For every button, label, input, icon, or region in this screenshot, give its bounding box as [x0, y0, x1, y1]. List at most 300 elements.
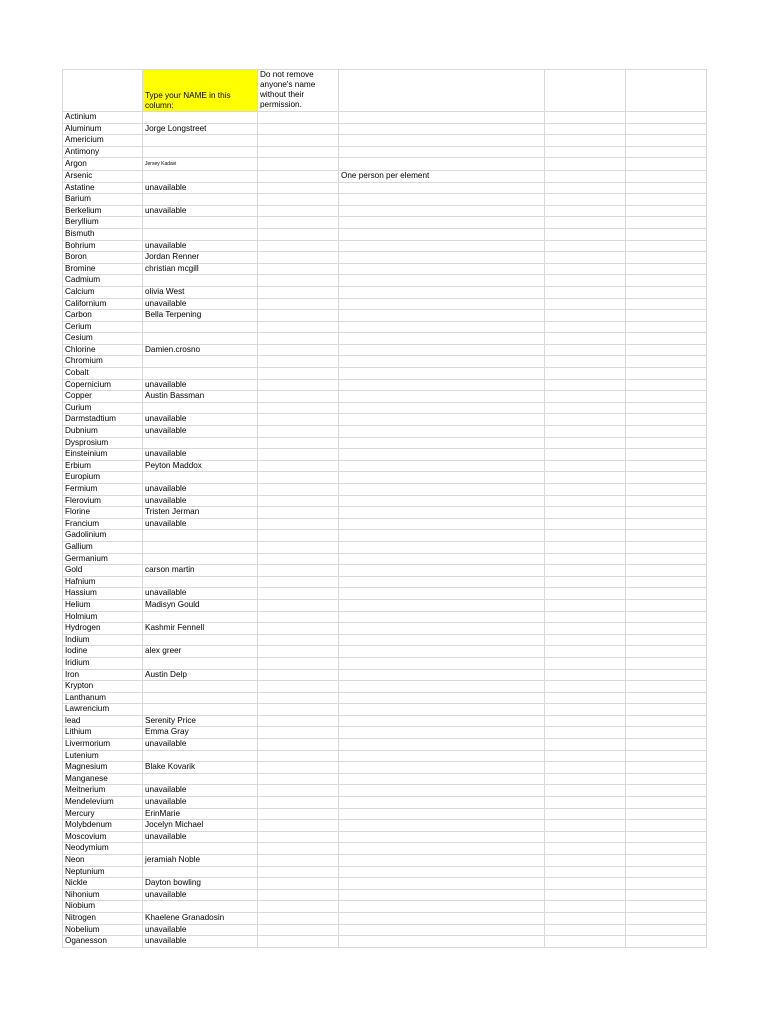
empty-cell[interactable] [258, 530, 339, 542]
empty-cell[interactable] [545, 553, 626, 565]
empty-cell[interactable] [626, 681, 707, 693]
empty-cell[interactable] [626, 205, 707, 217]
element-cell[interactable]: Cobalt [63, 368, 143, 380]
empty-cell[interactable] [626, 820, 707, 832]
element-cell[interactable]: Gadolinium [63, 530, 143, 542]
element-cell[interactable]: Cerium [63, 321, 143, 333]
element-cell[interactable]: Germanium [63, 553, 143, 565]
element-cell[interactable]: Barium [63, 194, 143, 206]
element-cell[interactable]: Dubnium [63, 426, 143, 438]
empty-cell[interactable] [626, 437, 707, 449]
element-cell[interactable]: Einsteinium [63, 449, 143, 461]
empty-cell[interactable] [258, 379, 339, 391]
empty-cell[interactable] [339, 541, 545, 553]
empty-cell[interactable] [339, 368, 545, 380]
empty-cell[interactable] [545, 715, 626, 727]
empty-cell[interactable] [258, 484, 339, 496]
element-cell[interactable]: Actinium [63, 112, 143, 124]
name-cell[interactable] [143, 553, 258, 565]
name-cell[interactable] [143, 530, 258, 542]
name-cell[interactable] [143, 402, 258, 414]
empty-cell[interactable] [626, 333, 707, 345]
empty-cell[interactable] [545, 344, 626, 356]
empty-cell[interactable] [258, 228, 339, 240]
empty-cell[interactable] [339, 194, 545, 206]
empty-cell[interactable] [545, 866, 626, 878]
empty-cell[interactable] [339, 912, 545, 924]
empty-cell[interactable] [258, 344, 339, 356]
empty-cell[interactable] [545, 484, 626, 496]
empty-cell[interactable] [545, 333, 626, 345]
empty-cell[interactable] [545, 146, 626, 158]
name-cell[interactable]: ErinMarie [143, 808, 258, 820]
name-cell[interactable]: Emma Gray [143, 727, 258, 739]
empty-cell[interactable] [545, 808, 626, 820]
empty-cell[interactable] [258, 333, 339, 345]
element-cell[interactable]: Lanthanum [63, 692, 143, 704]
element-cell[interactable]: Nihonium [63, 889, 143, 901]
empty-cell[interactable] [339, 553, 545, 565]
empty-cell[interactable] [545, 123, 626, 135]
empty-cell[interactable] [545, 518, 626, 530]
empty-cell[interactable] [626, 158, 707, 171]
empty-cell[interactable] [626, 240, 707, 252]
element-cell[interactable]: Erbium [63, 460, 143, 472]
empty-cell[interactable] [545, 762, 626, 774]
element-cell[interactable]: Copernicium [63, 379, 143, 391]
element-cell[interactable]: Boron [63, 252, 143, 264]
element-cell[interactable]: Niobium [63, 901, 143, 913]
empty-cell[interactable] [626, 866, 707, 878]
name-cell[interactable]: unavailable [143, 785, 258, 797]
name-cell[interactable]: olivia West [143, 286, 258, 298]
empty-cell[interactable] [258, 808, 339, 820]
element-cell[interactable]: Europium [63, 472, 143, 484]
empty-cell[interactable] [339, 889, 545, 901]
empty-cell[interactable] [626, 704, 707, 716]
empty-cell[interactable] [339, 158, 545, 171]
empty-cell[interactable] [258, 414, 339, 426]
element-cell[interactable]: Molybdenum [63, 820, 143, 832]
name-cell[interactable]: unavailable [143, 414, 258, 426]
empty-cell[interactable] [258, 611, 339, 623]
empty-cell[interactable] [626, 146, 707, 158]
element-cell[interactable]: Cadmium [63, 275, 143, 287]
empty-cell[interactable] [626, 194, 707, 206]
empty-cell[interactable] [258, 773, 339, 785]
empty-cell[interactable] [545, 889, 626, 901]
empty-cell[interactable] [545, 170, 626, 182]
empty-cell[interactable] [545, 924, 626, 936]
empty-cell[interactable] [545, 657, 626, 669]
empty-cell[interactable] [545, 275, 626, 287]
name-cell[interactable]: Serenity Price [143, 715, 258, 727]
element-cell[interactable]: lead [63, 715, 143, 727]
empty-cell[interactable] [258, 878, 339, 890]
empty-cell[interactable] [258, 912, 339, 924]
empty-cell[interactable] [626, 739, 707, 751]
empty-cell[interactable] [626, 530, 707, 542]
empty-cell[interactable] [258, 657, 339, 669]
name-cell[interactable] [143, 333, 258, 345]
empty-cell[interactable] [545, 565, 626, 577]
element-cell[interactable]: Argon [63, 158, 143, 171]
empty-cell[interactable] [626, 924, 707, 936]
empty-cell[interactable] [339, 808, 545, 820]
empty-cell[interactable] [339, 356, 545, 368]
empty-cell[interactable] [258, 205, 339, 217]
element-cell[interactable]: Americium [63, 135, 143, 147]
name-cell[interactable] [143, 217, 258, 229]
empty-cell[interactable] [626, 889, 707, 901]
empty-cell[interactable] [626, 217, 707, 229]
element-cell[interactable]: Chlorine [63, 344, 143, 356]
empty-cell[interactable] [339, 379, 545, 391]
empty-cell[interactable] [545, 228, 626, 240]
empty-cell[interactable] [626, 588, 707, 600]
empty-cell[interactable] [626, 843, 707, 855]
empty-cell[interactable] [545, 912, 626, 924]
empty-cell[interactable] [258, 646, 339, 658]
empty-cell[interactable] [258, 135, 339, 147]
empty-cell[interactable] [339, 750, 545, 762]
name-cell[interactable] [143, 866, 258, 878]
empty-cell[interactable] [339, 727, 545, 739]
empty-cell[interactable] [258, 599, 339, 611]
empty-cell[interactable] [626, 252, 707, 264]
header-cell-empty[interactable] [339, 70, 545, 112]
name-cell[interactable]: Damien.crosno [143, 344, 258, 356]
empty-cell[interactable] [258, 785, 339, 797]
empty-cell[interactable] [339, 495, 545, 507]
name-cell[interactable] [143, 541, 258, 553]
name-cell[interactable]: unavailable [143, 924, 258, 936]
element-cell[interactable]: Arsenic [63, 170, 143, 182]
empty-cell[interactable] [258, 275, 339, 287]
empty-cell[interactable] [626, 936, 707, 948]
empty-cell[interactable] [626, 553, 707, 565]
empty-cell[interactable] [626, 507, 707, 519]
empty-cell[interactable] [339, 460, 545, 472]
name-cell[interactable] [143, 135, 258, 147]
empty-cell[interactable] [258, 252, 339, 264]
empty-cell[interactable] [258, 182, 339, 194]
empty-cell[interactable] [339, 414, 545, 426]
name-cell[interactable]: unavailable [143, 426, 258, 438]
element-cell[interactable]: Bismuth [63, 228, 143, 240]
element-cell[interactable]: Antimony [63, 146, 143, 158]
element-cell[interactable]: Copper [63, 391, 143, 403]
name-cell[interactable]: Khaelene Granadosin [143, 912, 258, 924]
element-cell[interactable]: Nickle [63, 878, 143, 890]
empty-cell[interactable] [339, 565, 545, 577]
empty-cell[interactable] [626, 634, 707, 646]
empty-cell[interactable] [545, 460, 626, 472]
empty-cell[interactable] [626, 135, 707, 147]
name-cell[interactable] [143, 472, 258, 484]
empty-cell[interactable] [258, 321, 339, 333]
element-cell[interactable]: Gold [63, 565, 143, 577]
name-cell[interactable]: Jordan Renner [143, 252, 258, 264]
empty-cell[interactable] [545, 414, 626, 426]
name-cell[interactable] [143, 773, 258, 785]
empty-cell[interactable] [339, 112, 545, 124]
element-cell[interactable]: Lutenium [63, 750, 143, 762]
empty-cell[interactable] [339, 449, 545, 461]
empty-cell[interactable] [258, 298, 339, 310]
empty-cell[interactable] [258, 158, 339, 171]
element-cell[interactable]: Gallium [63, 541, 143, 553]
empty-cell[interactable] [339, 797, 545, 809]
element-cell[interactable]: Hassium [63, 588, 143, 600]
name-cell[interactable]: unavailable [143, 298, 258, 310]
name-cell[interactable] [143, 611, 258, 623]
empty-cell[interactable] [258, 437, 339, 449]
empty-cell[interactable] [626, 855, 707, 867]
empty-cell[interactable] [545, 797, 626, 809]
empty-cell[interactable] [258, 240, 339, 252]
one-person-note[interactable]: One person per element [339, 170, 545, 182]
empty-cell[interactable] [545, 634, 626, 646]
element-cell[interactable]: Nitrogen [63, 912, 143, 924]
empty-cell[interactable] [258, 123, 339, 135]
element-cell[interactable]: Fermium [63, 484, 143, 496]
empty-cell[interactable] [545, 727, 626, 739]
element-cell[interactable]: Manganese [63, 773, 143, 785]
element-cell[interactable]: Calcium [63, 286, 143, 298]
empty-cell[interactable] [626, 773, 707, 785]
empty-cell[interactable] [545, 820, 626, 832]
empty-cell[interactable] [258, 704, 339, 716]
empty-cell[interactable] [339, 205, 545, 217]
empty-cell[interactable] [626, 599, 707, 611]
name-cell[interactable]: alex greer [143, 646, 258, 658]
empty-cell[interactable] [339, 507, 545, 519]
empty-cell[interactable] [626, 715, 707, 727]
empty-cell[interactable] [545, 437, 626, 449]
empty-cell[interactable] [626, 727, 707, 739]
empty-cell[interactable] [258, 727, 339, 739]
empty-cell[interactable] [339, 820, 545, 832]
element-cell[interactable]: Oganesson [63, 936, 143, 948]
element-cell[interactable]: Helium [63, 599, 143, 611]
empty-cell[interactable] [258, 146, 339, 158]
element-cell[interactable]: Lithium [63, 727, 143, 739]
empty-cell[interactable] [339, 426, 545, 438]
empty-cell[interactable] [626, 750, 707, 762]
empty-cell[interactable] [626, 518, 707, 530]
empty-cell[interactable] [258, 924, 339, 936]
name-cell[interactable]: unavailable [143, 588, 258, 600]
empty-cell[interactable] [626, 646, 707, 658]
empty-cell[interactable] [545, 472, 626, 484]
empty-cell[interactable] [339, 182, 545, 194]
empty-cell[interactable] [626, 472, 707, 484]
empty-cell[interactable] [545, 530, 626, 542]
name-cell[interactable] [143, 158, 258, 171]
empty-cell[interactable] [258, 576, 339, 588]
element-cell[interactable]: Iridium [63, 657, 143, 669]
empty-cell[interactable] [545, 286, 626, 298]
header-cell-empty[interactable] [545, 70, 626, 112]
empty-cell[interactable] [258, 426, 339, 438]
name-cell[interactable]: unavailable [143, 518, 258, 530]
empty-cell[interactable] [545, 704, 626, 716]
name-cell[interactable]: Dayton bowling [143, 878, 258, 890]
empty-cell[interactable] [545, 368, 626, 380]
empty-cell[interactable] [258, 739, 339, 751]
name-cell[interactable]: unavailable [143, 205, 258, 217]
empty-cell[interactable] [626, 797, 707, 809]
element-cell[interactable]: Livermorium [63, 739, 143, 751]
empty-cell[interactable] [258, 588, 339, 600]
empty-cell[interactable] [339, 936, 545, 948]
empty-cell[interactable] [545, 426, 626, 438]
element-cell[interactable]: Darmstadtium [63, 414, 143, 426]
empty-cell[interactable] [258, 263, 339, 275]
element-cell[interactable]: Chromium [63, 356, 143, 368]
empty-cell[interactable] [339, 623, 545, 635]
empty-cell[interactable] [339, 866, 545, 878]
name-cell[interactable]: Blake Kovarik [143, 762, 258, 774]
empty-cell[interactable] [339, 878, 545, 890]
empty-cell[interactable] [545, 901, 626, 913]
name-cell[interactable] [143, 146, 258, 158]
name-cell[interactable] [143, 321, 258, 333]
empty-cell[interactable] [339, 657, 545, 669]
name-cell[interactable] [143, 194, 258, 206]
empty-cell[interactable] [626, 912, 707, 924]
name-cell[interactable] [143, 704, 258, 716]
empty-cell[interactable] [626, 541, 707, 553]
empty-cell[interactable] [339, 240, 545, 252]
empty-cell[interactable] [339, 135, 545, 147]
empty-cell[interactable] [626, 228, 707, 240]
element-cell[interactable]: Neptunium [63, 866, 143, 878]
element-cell[interactable]: Cesium [63, 333, 143, 345]
empty-cell[interactable] [545, 205, 626, 217]
name-cell[interactable]: carson martin [143, 565, 258, 577]
element-cell[interactable]: Berkelium [63, 205, 143, 217]
empty-cell[interactable] [545, 321, 626, 333]
empty-cell[interactable] [626, 611, 707, 623]
empty-cell[interactable] [258, 368, 339, 380]
empty-cell[interactable] [545, 739, 626, 751]
empty-cell[interactable] [626, 831, 707, 843]
element-cell[interactable]: Beryllium [63, 217, 143, 229]
element-cell[interactable]: Krypton [63, 681, 143, 693]
empty-cell[interactable] [545, 831, 626, 843]
empty-cell[interactable] [626, 356, 707, 368]
empty-cell[interactable] [258, 715, 339, 727]
empty-cell[interactable] [258, 866, 339, 878]
empty-cell[interactable] [339, 286, 545, 298]
empty-cell[interactable] [545, 391, 626, 403]
empty-cell[interactable] [258, 194, 339, 206]
empty-cell[interactable] [545, 681, 626, 693]
empty-cell[interactable] [339, 530, 545, 542]
element-cell[interactable]: Hafnium [63, 576, 143, 588]
name-cell[interactable]: Tristen Jerman [143, 507, 258, 519]
empty-cell[interactable] [339, 472, 545, 484]
name-cell[interactable]: jeramiah Noble [143, 855, 258, 867]
empty-cell[interactable] [258, 402, 339, 414]
empty-cell[interactable] [626, 808, 707, 820]
empty-cell[interactable] [258, 669, 339, 681]
name-cell[interactable]: unavailable [143, 379, 258, 391]
name-cell[interactable] [143, 437, 258, 449]
element-cell[interactable]: Holmium [63, 611, 143, 623]
empty-cell[interactable] [626, 321, 707, 333]
empty-cell[interactable] [626, 286, 707, 298]
empty-cell[interactable] [339, 146, 545, 158]
empty-cell[interactable] [545, 785, 626, 797]
empty-cell[interactable] [339, 391, 545, 403]
empty-cell[interactable] [545, 298, 626, 310]
name-cell[interactable]: unavailable [143, 182, 258, 194]
name-cell[interactable] [143, 228, 258, 240]
header-cell-element[interactable] [63, 70, 143, 112]
empty-cell[interactable] [626, 657, 707, 669]
empty-cell[interactable] [258, 356, 339, 368]
element-cell[interactable]: Lawrencium [63, 704, 143, 716]
name-cell[interactable]: Peyton Maddox [143, 460, 258, 472]
name-cell[interactable] [143, 112, 258, 124]
empty-cell[interactable] [339, 321, 545, 333]
name-cell[interactable]: unavailable [143, 484, 258, 496]
empty-cell[interactable] [545, 750, 626, 762]
empty-cell[interactable] [339, 298, 545, 310]
empty-cell[interactable] [545, 135, 626, 147]
empty-cell[interactable] [258, 310, 339, 322]
empty-cell[interactable] [626, 484, 707, 496]
empty-cell[interactable] [258, 820, 339, 832]
empty-cell[interactable] [339, 123, 545, 135]
name-cell[interactable]: Jocelyn Michael [143, 820, 258, 832]
name-cell[interactable] [143, 356, 258, 368]
name-cell[interactable]: Austin Delp [143, 669, 258, 681]
empty-cell[interactable] [626, 391, 707, 403]
empty-cell[interactable] [258, 889, 339, 901]
empty-cell[interactable] [339, 715, 545, 727]
empty-cell[interactable] [626, 449, 707, 461]
empty-cell[interactable] [258, 391, 339, 403]
element-cell[interactable]: Neon [63, 855, 143, 867]
name-cell[interactable] [143, 634, 258, 646]
name-cell[interactable]: unavailable [143, 449, 258, 461]
empty-cell[interactable] [545, 599, 626, 611]
empty-cell[interactable] [339, 437, 545, 449]
empty-cell[interactable] [258, 681, 339, 693]
empty-cell[interactable] [545, 646, 626, 658]
empty-cell[interactable] [258, 449, 339, 461]
empty-cell[interactable] [626, 785, 707, 797]
empty-cell[interactable] [626, 762, 707, 774]
empty-cell[interactable] [626, 275, 707, 287]
empty-cell[interactable] [545, 240, 626, 252]
empty-cell[interactable] [339, 484, 545, 496]
empty-cell[interactable] [626, 878, 707, 890]
empty-cell[interactable] [545, 878, 626, 890]
empty-cell[interactable] [545, 611, 626, 623]
empty-cell[interactable] [545, 449, 626, 461]
empty-cell[interactable] [626, 692, 707, 704]
element-cell[interactable]: Magnesium [63, 762, 143, 774]
element-cell[interactable]: Carbon [63, 310, 143, 322]
empty-cell[interactable] [339, 634, 545, 646]
element-cell[interactable]: Moscovium [63, 831, 143, 843]
empty-cell[interactable] [339, 275, 545, 287]
